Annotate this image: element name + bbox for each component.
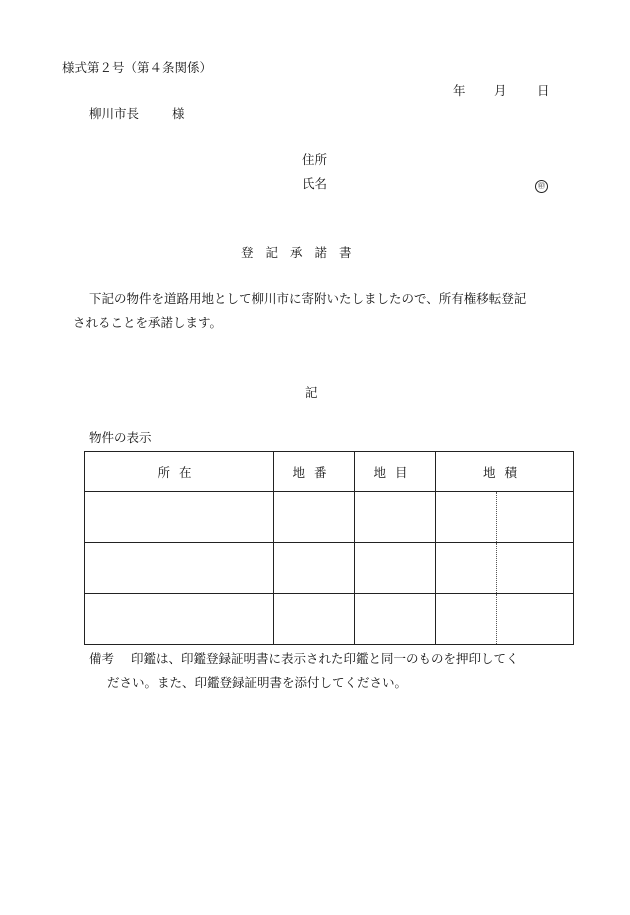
header-location: 所在 xyxy=(85,452,274,492)
property-table xyxy=(84,451,574,645)
cell-location xyxy=(85,543,274,594)
cell-area-main xyxy=(436,543,497,594)
seal-mark xyxy=(535,178,548,193)
cell-area-sub xyxy=(497,594,574,645)
cell-area-sub xyxy=(497,543,574,594)
table-row xyxy=(85,492,574,543)
remarks-line-2: ださい。また、印鑑登録証明書を添付してください。 xyxy=(107,675,408,690)
cell-location xyxy=(85,492,274,543)
date-year-label: 年 xyxy=(453,83,466,98)
cell-location xyxy=(85,594,274,645)
ki-heading: 記 xyxy=(305,385,318,400)
name-label: 氏名 xyxy=(302,176,328,191)
header-area: 地積 xyxy=(436,452,574,492)
addressee-name: 柳川市長 xyxy=(89,106,140,121)
cell-area-sub xyxy=(497,492,574,543)
document-title: 登記承諾書 xyxy=(241,245,364,260)
cell-lot-number xyxy=(274,594,355,645)
seal-icon: ㊞ xyxy=(535,180,548,193)
table-row xyxy=(85,594,574,645)
cell-area-main xyxy=(436,594,497,645)
date-day-label: 日 xyxy=(537,83,550,98)
body-line-1: 下記の物件を道路用地として柳川市に寄附いたしましたので、所有権移転登記 xyxy=(89,291,527,306)
cell-land-category xyxy=(355,594,436,645)
table-caption: 物件の表示 xyxy=(89,430,152,445)
remarks-label: 備考 xyxy=(89,651,115,666)
cell-lot-number xyxy=(274,492,355,543)
date-month-label: 月 xyxy=(494,83,507,98)
cell-area-main xyxy=(436,492,497,543)
body-line-2: されることを承諾します。 xyxy=(73,315,223,330)
table-header-row xyxy=(85,452,574,492)
header-lot-number: 地番 xyxy=(274,452,355,492)
cell-lot-number xyxy=(274,543,355,594)
remarks-line-1: 印鑑は、印鑑登録証明書に表示された印鑑と同一のものを押印してく xyxy=(131,651,519,666)
cell-land-category xyxy=(355,543,436,594)
header-land-category: 地目 xyxy=(355,452,436,492)
form-number: 様式第２号（第４条関係） xyxy=(62,60,213,75)
address-label: 住所 xyxy=(302,152,328,167)
table-row xyxy=(85,543,574,594)
cell-land-category xyxy=(355,492,436,543)
addressee-honorific: 様 xyxy=(172,106,185,121)
